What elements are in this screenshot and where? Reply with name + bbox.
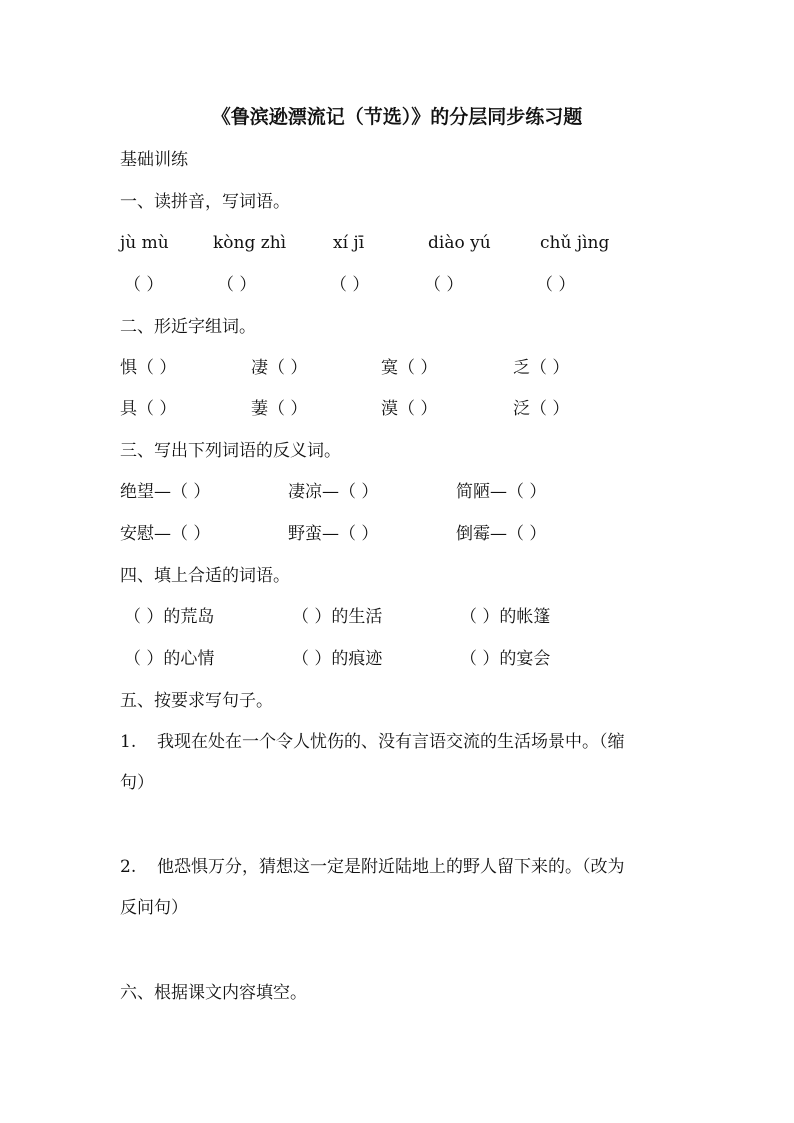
fill-item[interactable]: （ ）的宴会 <box>460 649 551 669</box>
char-item[interactable]: 泛（ ） <box>513 399 570 419</box>
question-2-heading: 二、形近字组词。 <box>120 317 256 337</box>
fill-item[interactable]: （ ）的心情 <box>124 649 215 669</box>
answer-blank[interactable]: （ ） <box>124 275 164 295</box>
char-item[interactable]: 寞（ ） <box>381 358 438 378</box>
sentence-text: 他恐惧万分，猜想这一定是附近陆地上的野人留下来的。（改为 <box>157 857 625 877</box>
pinyin-5: chǔ jìng <box>540 233 610 253</box>
question-3-heading: 三、写出下列词语的反义词。 <box>120 441 341 461</box>
item-number: 2. <box>120 857 137 877</box>
section-label: 基础训练 <box>120 150 188 170</box>
antonym-item[interactable]: 安慰—（ ） <box>120 524 211 544</box>
char-item[interactable]: 漠（ ） <box>381 399 438 419</box>
antonym-item[interactable]: 简陋—（ ） <box>456 482 547 502</box>
page-title: 《鲁滨逊漂流记（节选）》的分层同步练习题 <box>211 106 583 128</box>
answer-blank[interactable]: （ ） <box>217 275 257 295</box>
char-item[interactable]: 萋（ ） <box>251 399 308 419</box>
char-item[interactable]: 凄（ ） <box>251 358 308 378</box>
char-item[interactable]: 惧（ ） <box>120 358 177 378</box>
pinyin-2: kòng zhì <box>213 233 287 253</box>
antonym-item[interactable]: 凄凉—（ ） <box>288 482 379 502</box>
pinyin-4: diào yú <box>428 233 491 253</box>
answer-blank[interactable]: （ ） <box>536 275 576 295</box>
question-6-heading: 六、根据课文内容填空。 <box>120 983 307 1003</box>
char-item[interactable]: 具（ ） <box>120 399 177 419</box>
question-4-heading: 四、填上合适的词语。 <box>120 566 290 586</box>
sentence-text: 我现在处在一个令人忧伤的、没有言语交流的生活场景中。（缩 <box>157 732 625 752</box>
pinyin-3: xí jī <box>333 233 365 253</box>
fill-item[interactable]: （ ）的生活 <box>292 607 383 627</box>
antonym-item[interactable]: 倒霉—（ ） <box>456 524 547 544</box>
fill-item[interactable]: （ ）的荒岛 <box>124 607 215 627</box>
sentence-text: 句） <box>120 773 154 793</box>
answer-blank[interactable]: （ ） <box>330 275 370 295</box>
question-5-heading: 五、按要求写句子。 <box>120 691 273 711</box>
question-1-heading: 一、读拼音，写词语。 <box>120 192 290 212</box>
answer-blank[interactable]: （ ） <box>424 275 464 295</box>
item-number: 1. <box>120 732 137 752</box>
fill-item[interactable]: （ ）的帐篷 <box>460 607 551 627</box>
pinyin-1: jù mù <box>120 233 169 253</box>
fill-item[interactable]: （ ）的痕迹 <box>292 649 383 669</box>
antonym-item[interactable]: 野蛮—（ ） <box>288 524 379 544</box>
antonym-item[interactable]: 绝望—（ ） <box>120 482 211 502</box>
char-item[interactable]: 乏（ ） <box>513 358 570 378</box>
sentence-text: 反问句） <box>120 898 188 918</box>
